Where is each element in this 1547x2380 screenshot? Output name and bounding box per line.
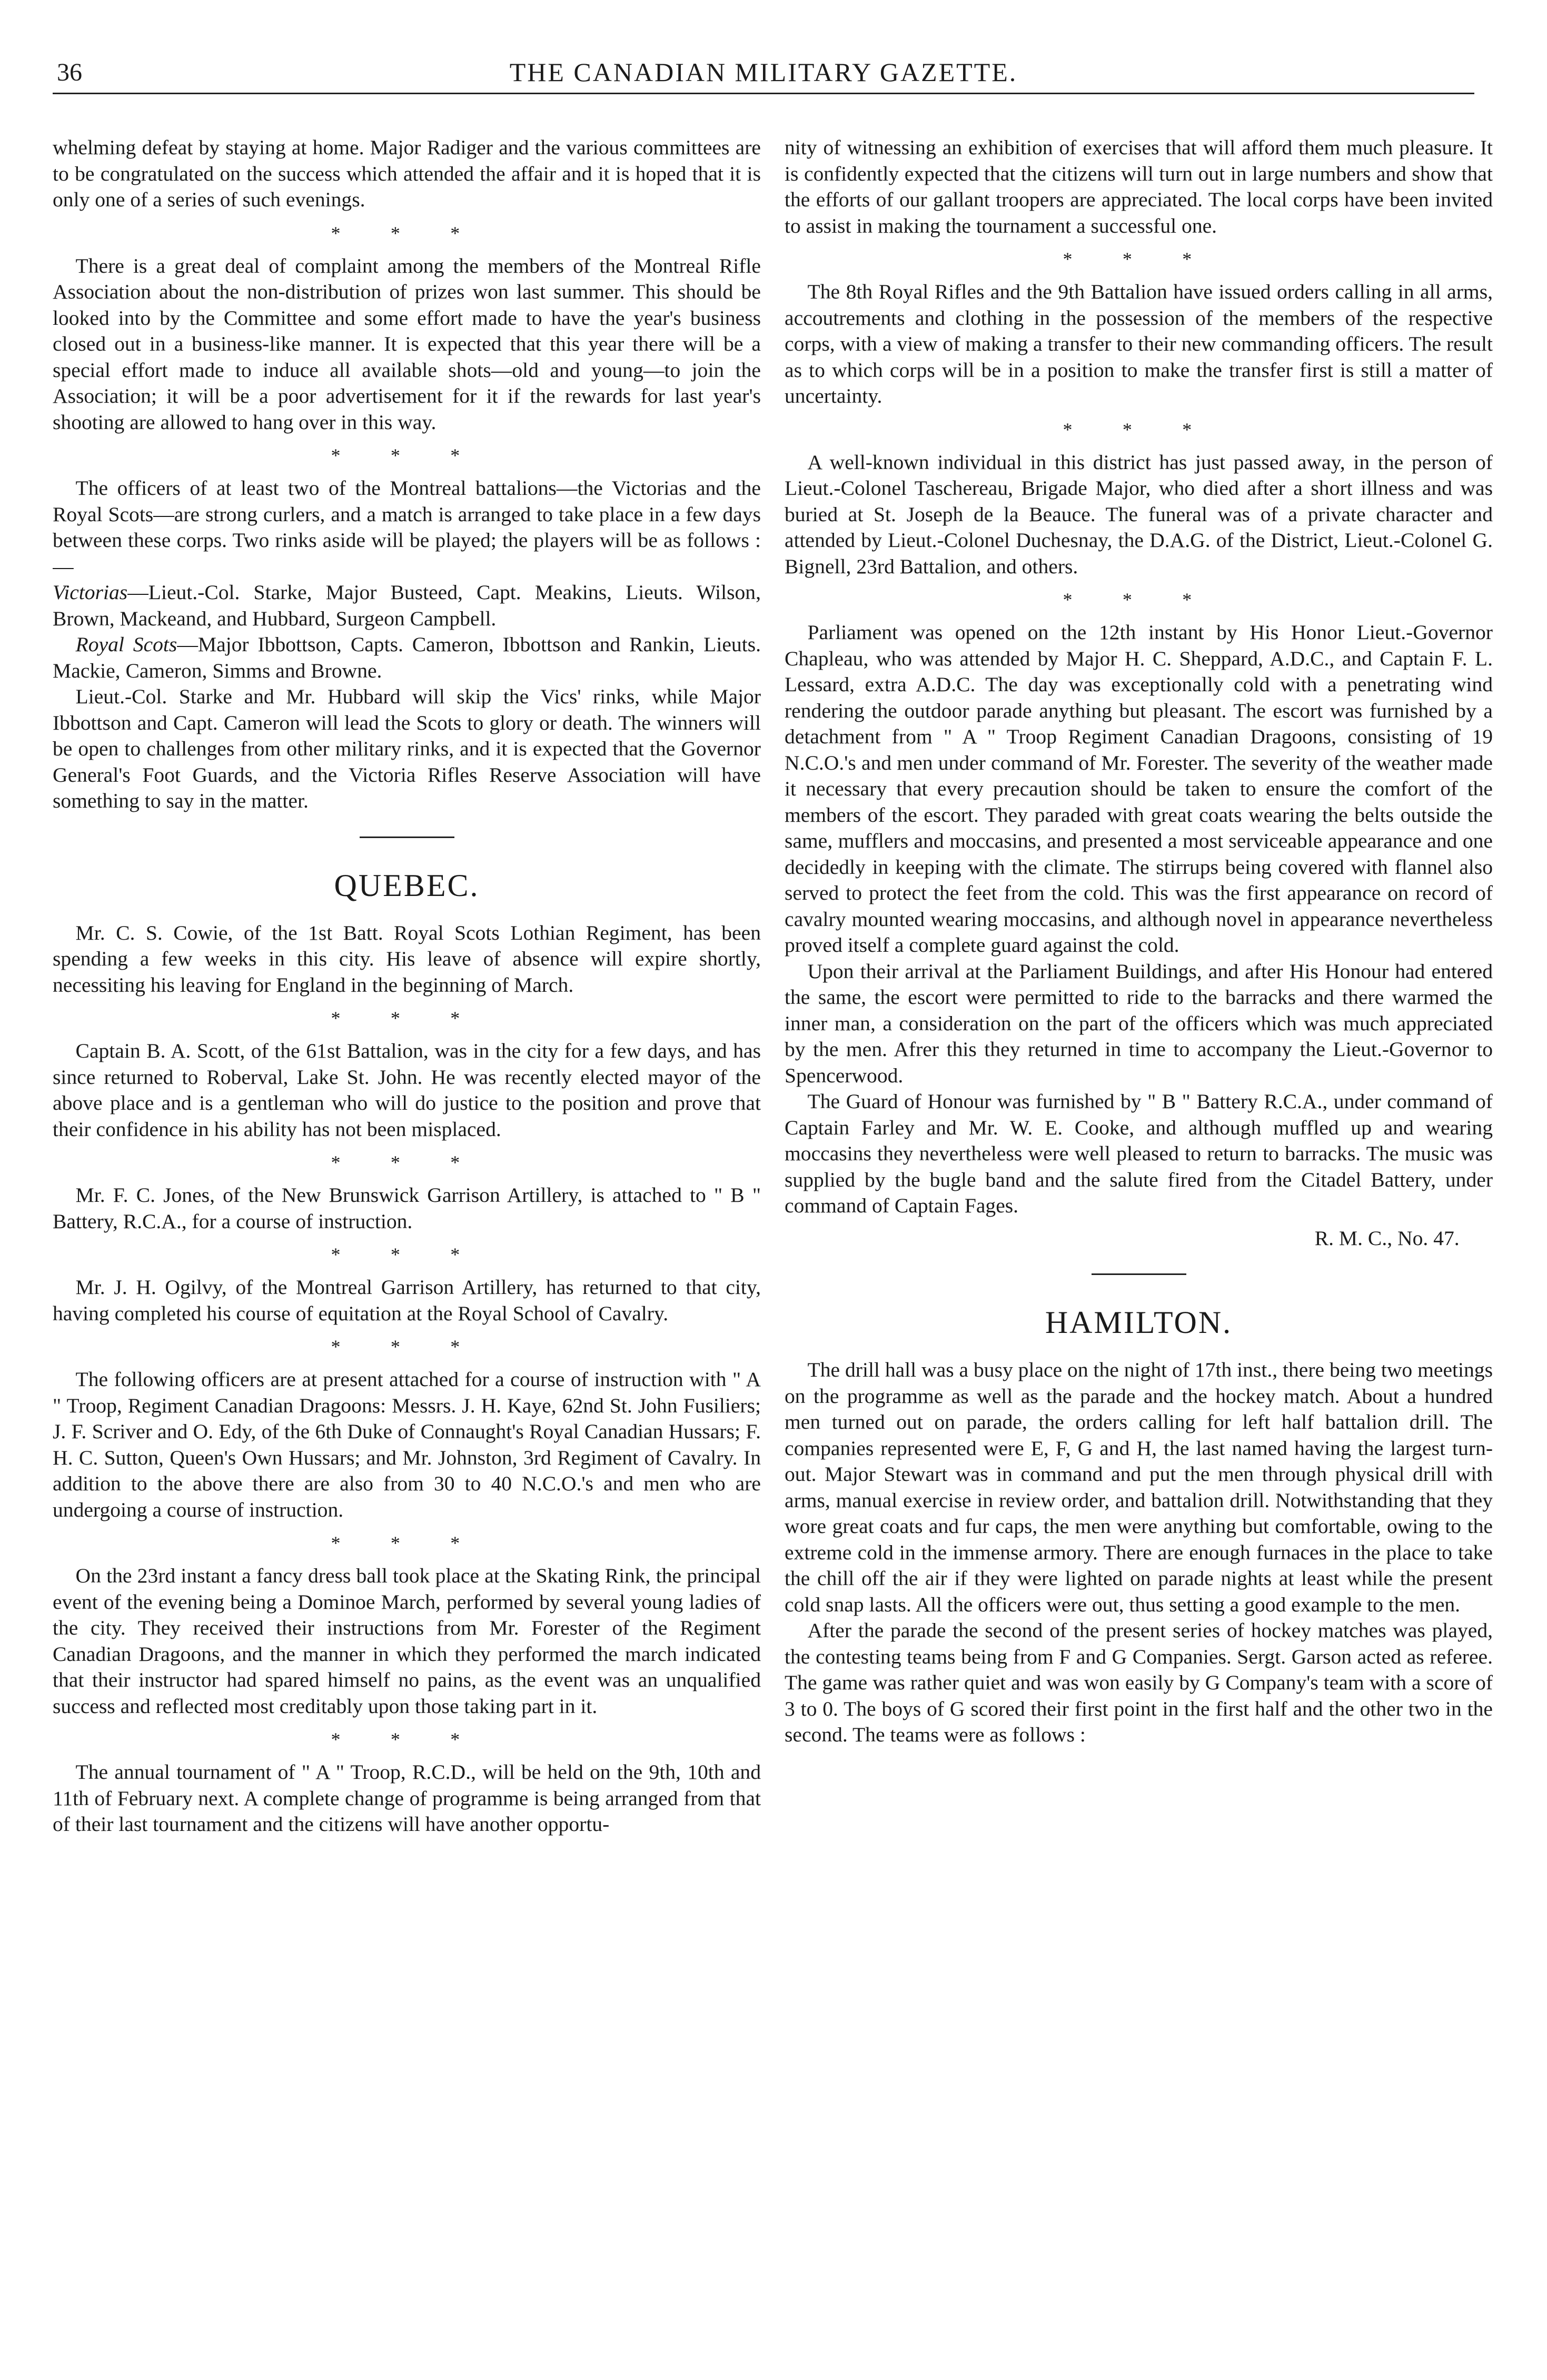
roster-names: —Lieut.-Col. Starke, Major Busteed, Capt. Meakins, Lieuts. Wilson, Brown, Mackeand, and Hubbard, Surgeon Campbell. xyxy=(53,581,761,630)
paragraph: nity of witnessing an exhibition of exercises that will afford them much pleasure. It is confidently expected that the citizens will turn out in large numbers and show that the efforts of our gallant troopers are appreciated. The local corps have been invited to assist in making the tournament a successful one. xyxy=(785,136,1493,237)
section-separator-stars: * * * xyxy=(1063,419,1215,440)
page-number: 36 xyxy=(57,58,82,86)
section-separator-stars: * * * xyxy=(1063,248,1215,270)
roster-label: Victorias xyxy=(53,581,128,604)
paragraph: The Guard of Honour was furnished by " B " Battery R.C.A., under command of Captain Farley and Mr. W. E. Cooke, and although muffled up and wearing moccasins they nevertheless were well pleased to return to barracks. The music was supplied by the bugle band and the salute fired from the Citadel Battery, under command of Captain Fages. xyxy=(785,1090,1493,1217)
paragraph: Mr. F. C. Jones, of the New Brunswick Garrison Artillery, is attached to " B " Battery, R.C.A., for a course of instruction. xyxy=(53,1183,761,1233)
masthead-title: THE CANADIAN MILITARY GAZETTE. xyxy=(509,57,1018,87)
section-separator-stars: * * * xyxy=(331,1152,483,1173)
paragraph: The officers of at least two of the Montreal battalions—the Victorias and the Royal Scots—are strong curlers, and a match is arranged to take place in a few days between these corps. Two rinks aside will be played; the players will be as follows :— xyxy=(53,476,761,578)
paragraph: whelming defeat by staying at home. Major Radiger and the various committees are to be congratulated on the success which attended the affair and it is hoped that it is only one of a series of such evenings. xyxy=(53,136,761,211)
correspondent-signature: R. M. C., No. 47. xyxy=(1314,1226,1460,1250)
paragraph: The following officers are at present attached for a course of instruction with " A " Troop, Regiment Canadian Dragoons: Messrs. J. H. Kaye, 62nd St. John Fusiliers; J. F. Scriver and O. Edy, of the 6th Duke of Connaught's Royal Canadian Hussars; F. H. C. Sutton, Queen's Own Hussars; and Mr. Johnston, 3rd Regiment of Cavalry. In addition to the above there are also from 30 to 40 N.C.O.'s and men who are undergoing a course of instruction. xyxy=(53,1368,761,1521)
roster-royal-scots xyxy=(53,632,761,684)
paragraph: On the 23rd instant a fancy dress ball took place at the Skating Rink, the principal event of the evening being a Dominoe March, performed by several young ladies of the city. They received their instructions from Mr. Forester of the Regiment Canadian Dragoons, and the manner in which they performed the march indicated that their instructor had spared himself no pains, as the event was an unqualified success and reflected most creditably upon those taking part in it. xyxy=(53,1564,761,1718)
paragraph: Upon their arrival at the Parliament Buildings, and after His Honour had entered the same, the escort were permitted to ride to the barracks and there warmed the inner man, a consideration on the part of the officers which was much appreciated by the men. Afrer this they returned in time to accompany the Lieut.-Governor to Spencerwood. xyxy=(785,959,1493,1087)
paragraph: Lieut.-Col. Starke and Mr. Hubbard will skip the Vics' rinks, while Major Ibbottson and Capt. Cameron will lead the Scots to glory or death. The winners will be open to challenges from other military rinks, and it is expected that the Governor General's Foot Guards, and the Victoria Rifles Reserve Association will have something to say in the matter. xyxy=(53,685,761,812)
section-separator-stars: * * * xyxy=(331,1336,483,1357)
section-separator-stars: * * * xyxy=(1063,589,1215,610)
paragraph: The annual tournament of " A " Troop, R.C.D., will be held on the 9th, 10th and 11th of February next. A complete change of programme is being arranged from that of their last tournament and the citizens will have another opportu- xyxy=(53,1760,761,1836)
section-divider xyxy=(1092,1273,1186,1275)
section-separator-stars: * * * xyxy=(331,1729,483,1750)
section-divider xyxy=(360,837,454,838)
section-title-hamilton: HAMILTON. xyxy=(1045,1305,1233,1340)
paragraph: The drill hall was a busy place on the night of 17th inst., there being two meetings on the programme as well as the parade and the hockey match. About a hundred men turned out on parade, the orders calling for left half battalion drill. The companies represented were E, F, G and H, the last named having the largest turn-out. Major Stewart was in command and put the men through physical drill with arms, manual exercise in review order, and battalion drill. Notwithstanding that they wore great coats and fur caps, the men were anything but comfortable, owing to the extreme cold in the immense armory. There are enough furnaces in the place to take the chill off the air if they were lighted on parade nights at least while the present cold snap lasts. All the officers were out, thus setting a good example to the men. xyxy=(785,1358,1493,1616)
paragraph: Mr. J. H. Ogilvy, of the Montreal Garrison Artillery, has returned to that city, having completed his course of equitation at the Royal School of Cavalry. xyxy=(53,1276,761,1325)
paragraph: Mr. C. S. Cowie, of the 1st Batt. Royal Scots Lothian Regiment, has been spending a few weeks in this city. His leave of absence will expire shortly, necessiting his leaving for England in the beginning of March. xyxy=(53,921,761,997)
section-title-quebec: QUEBEC. xyxy=(334,868,480,903)
paragraph: There is a great deal of complaint among the members of the Montreal Rifle Association about the non-distribution of prizes won last summer. This should be looked into by the Committee and some effort made to have the year's business closed out in a business-like manner. It is expected that this year there will be a special effort made to induce all available shots—old and young—to join the Association; it will be a poor advertisement for it if the rewards for last year's shooting are allowed to hang over in this way. xyxy=(53,254,761,434)
paragraph: A well-known individual in this district has just passed away, in the person of Lieut.-Colonel Taschereau, Brigade Major, who died after a short illness and was buried at St. Joseph de la Beauce. The funeral was of a private character and attended by Lieut.-Colonel Duchesnay, the D.A.G. of the District, Lieut.-Colonel G. Bignell, 23rd Battalion, and others. xyxy=(785,450,1493,578)
section-separator-stars: * * * xyxy=(331,222,483,244)
paragraph: After the parade the second of the present series of hockey matches was played, the contesting teams being from F and G Companies. Sergt. Garson acted as referee. The game was rather quiet and was won easily by G Company's team with a score of 3 to 0. The boys of G scored their first point in the first half and the other two in the second. The teams were as follows : xyxy=(785,1619,1493,1746)
paragraph: Parliament was opened on the 12th instant by His Honor Lieut.-Governor Chapleau, who was attended by Major H. C. Sheppard, A.D.C., and Captain F. L. Lessard, extra A.D.C. The day was exceptionally cold with a penetrating wind rendering the outdoor parade anything but pleasant. The escort was furnished by a detachment from " A " Troop Regiment Canadian Dragoons, consisting of 19 N.C.O.'s and men under command of Mr. Forester. The severity of the weather made it necessary that every precaution should be taken to ensure the comfort of the members of the escort. They paraded with great coats wearing the belts outside the same, mufflers and moccasins, and presented a most serviceable appearance and one decidedly in keeping with the climate. The stirrups being covered with flannel also served to protect the feet from the cold. This was the first appearance on record of cavalry mounted wearing moccasins, and although novel in appearance nevertheless proved itself a complete guard against the cold. xyxy=(785,621,1493,957)
right-column xyxy=(785,135,1493,2346)
paragraph: The 8th Royal Rifles and the 9th Battalion have issued orders calling in all arms, accoutrements and clothing in the possession of the members of the respective corps, with a view of making a transfer to their new commanding officers. The result as to which corps will be in a position to make the transfer first is still a matter of uncertainty. xyxy=(785,280,1493,407)
section-separator-stars: * * * xyxy=(331,445,483,466)
section-separator-stars: * * * xyxy=(331,1532,483,1554)
page-header xyxy=(53,55,1474,94)
section-separator-stars: * * * xyxy=(331,1008,483,1029)
left-column xyxy=(53,135,761,2346)
roster-victorias xyxy=(53,580,761,632)
roster-names: —Major Ibbottson, Capts. Cameron, Ibbottson and Rankin, Lieuts. Mackie, Cameron, Simms and Browne. xyxy=(53,633,761,682)
paragraph: Captain B. A. Scott, of the 61st Battalion, was in the city for a few days, and has since returned to Roberval, Lake St. John. He was recently elected mayor of the above place and is a gentleman who will do justice to the position and prove that their confidence in his ability has not been misplaced. xyxy=(53,1039,761,1141)
section-separator-stars: * * * xyxy=(331,1244,483,1265)
roster-label: Royal Scots xyxy=(75,633,177,656)
